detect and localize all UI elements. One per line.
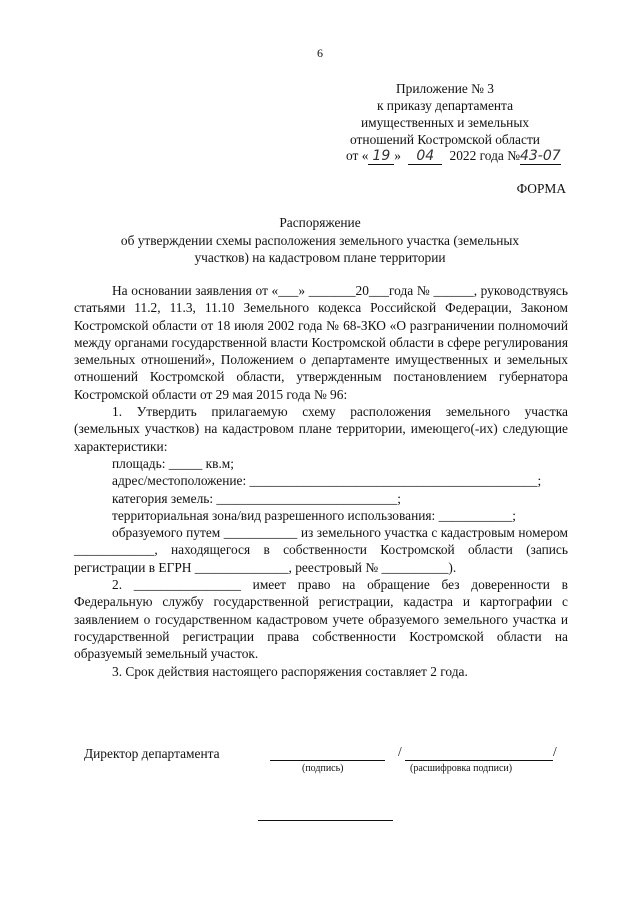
name-decoding-line [405, 760, 553, 761]
page-number: 6 [317, 46, 323, 60]
document-body [74, 282, 568, 680]
document-title: Распоряжение [279, 215, 361, 230]
date-prefix: от « [346, 148, 369, 163]
signature-slash-right: / [553, 744, 557, 759]
appendix-line: отношений Костромской области [350, 132, 540, 147]
appendix-block [325, 80, 565, 148]
closing-rule [258, 820, 393, 821]
signature-caption: (подпись) [302, 763, 344, 774]
appendix-line: имущественных и земельных [360, 115, 530, 130]
date-year-text: 2022 года № [449, 148, 520, 163]
appendix-line: Приложение № 3 [395, 81, 495, 96]
formed-paragraph: образуемого путем ___________ из земельного участка с кадастровым номером ____________, находящегося в собственности Костромской области (запись регистрации в ЕГРН ______________, реестровый № __________). [74, 525, 568, 575]
signature-position: Директор департамента [84, 746, 220, 761]
area-line: площадь: _____ кв.м; [112, 455, 234, 471]
appendix-line: к приказу департамента [376, 98, 514, 113]
item-3-paragraph: 3. Срок действия настоящего распоряжения составляет 2 года. [112, 663, 468, 679]
form-label: ФОРМА [516, 181, 566, 196]
date-mid: » [394, 148, 401, 163]
document-subtitle-line: участков) на кадастровом плане территории [194, 250, 446, 265]
document-subtitle-line: об утверждении схемы расположения земельного участка (земельных [120, 233, 520, 248]
category-line: категория земель: ___________________________; [112, 490, 401, 506]
appendix-date-line [346, 148, 561, 164]
item-2-paragraph: 2. ________________ имеет право на обращение без доверенности в Федеральную службу государственной регистрации, кадастра и картографии с заявлением о государственном кадастровом учете образуемого земельного участка и государственной регистрации права собственности Костромской области на образуемый земельный участок. [74, 577, 568, 662]
zone-line: территориальная зона/вид разрешенного использования: ___________; [112, 507, 516, 523]
intro-paragraph: На основании заявления от «___» _______20___года № ______, руководствуясь статьями 11.2, 11.3, 11.10 Земельного кодекса Российской Федерации, Законом Костромской области от 18 июля 2002 года № 68-ЗКО «О разграничении полномочий между органами государственной власти Костромской области в сфере регулирования земельных отношений», Положением о департаменте имущественных и земельных отношений Костромской области, утвержденным постановлением губернатора Костромской области от 29 мая 2015 года № 96: [74, 283, 568, 402]
address-line: адрес/местоположение: ___________________________________________; [112, 473, 542, 489]
signature-line [270, 760, 385, 761]
order-number-handwritten: 43-07 [519, 148, 561, 164]
date-day-handwritten: 19 [368, 148, 394, 165]
signature-slash-left: / [398, 744, 402, 759]
date-month-handwritten: 04 [408, 148, 442, 165]
item-1-paragraph: 1. Утвердить прилагаемую схему расположения земельного участка (земельных участков) на кадастровом плане территории, имеющего(-их) следующие характеристики: [74, 404, 568, 454]
name-decoding-caption: (расшифровка подписи) [410, 763, 513, 774]
